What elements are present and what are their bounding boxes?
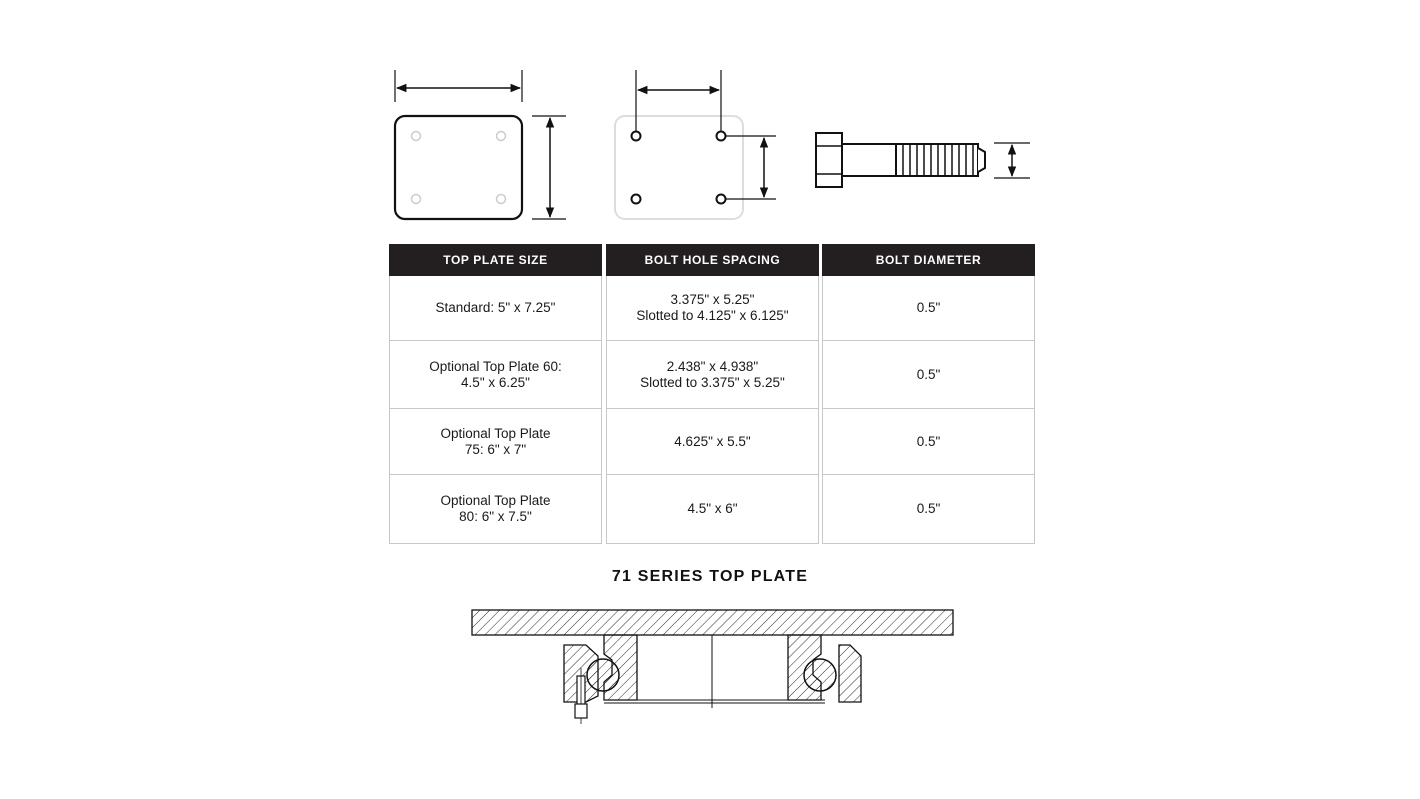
table-cell: 0.5" (822, 276, 1035, 341)
table-cell: 4.625" x 5.5" (606, 409, 819, 475)
table-cell: Standard: 5" x 7.25" (389, 276, 602, 341)
header-top-plate-size: TOP PLATE SIZE (389, 244, 602, 276)
table-cell: Optional Top Plate 80: 6" x 7.5" (389, 475, 602, 544)
top-plate-size-diagram (395, 70, 566, 219)
table-cell: 4.5" x 6" (606, 475, 819, 544)
table-cell: 0.5" (822, 409, 1035, 475)
bolt-diameter-diagram (816, 133, 1030, 187)
table-cell: 3.375" x 5.25" Slotted to 4.125" x 6.125" (606, 276, 819, 341)
top-plate-cross-section (460, 600, 970, 735)
column-bolt-hole-spacing (606, 244, 819, 544)
spec-table (389, 244, 1035, 544)
table-cell: Optional Top Plate 75: 6" x 7" (389, 409, 602, 475)
section-title: 71 SERIES TOP PLATE (611, 568, 809, 585)
table-cell: Optional Top Plate 60: 4.5" x 6.25" (389, 341, 602, 409)
table-cell: 0.5" (822, 475, 1035, 544)
header-bolt-hole-spacing: BOLT HOLE SPACING (606, 244, 819, 276)
dimension-diagrams (380, 60, 1050, 230)
column-top-plate-size (389, 244, 602, 544)
column-bolt-diameter (822, 244, 1035, 544)
table-cell: 0.5" (822, 341, 1035, 409)
bolt-hole-spacing-diagram (615, 70, 776, 219)
header-bolt-diameter: BOLT DIAMETER (822, 244, 1035, 276)
table-cell: 2.438" x 4.938" Slotted to 3.375" x 5.25" (606, 341, 819, 409)
